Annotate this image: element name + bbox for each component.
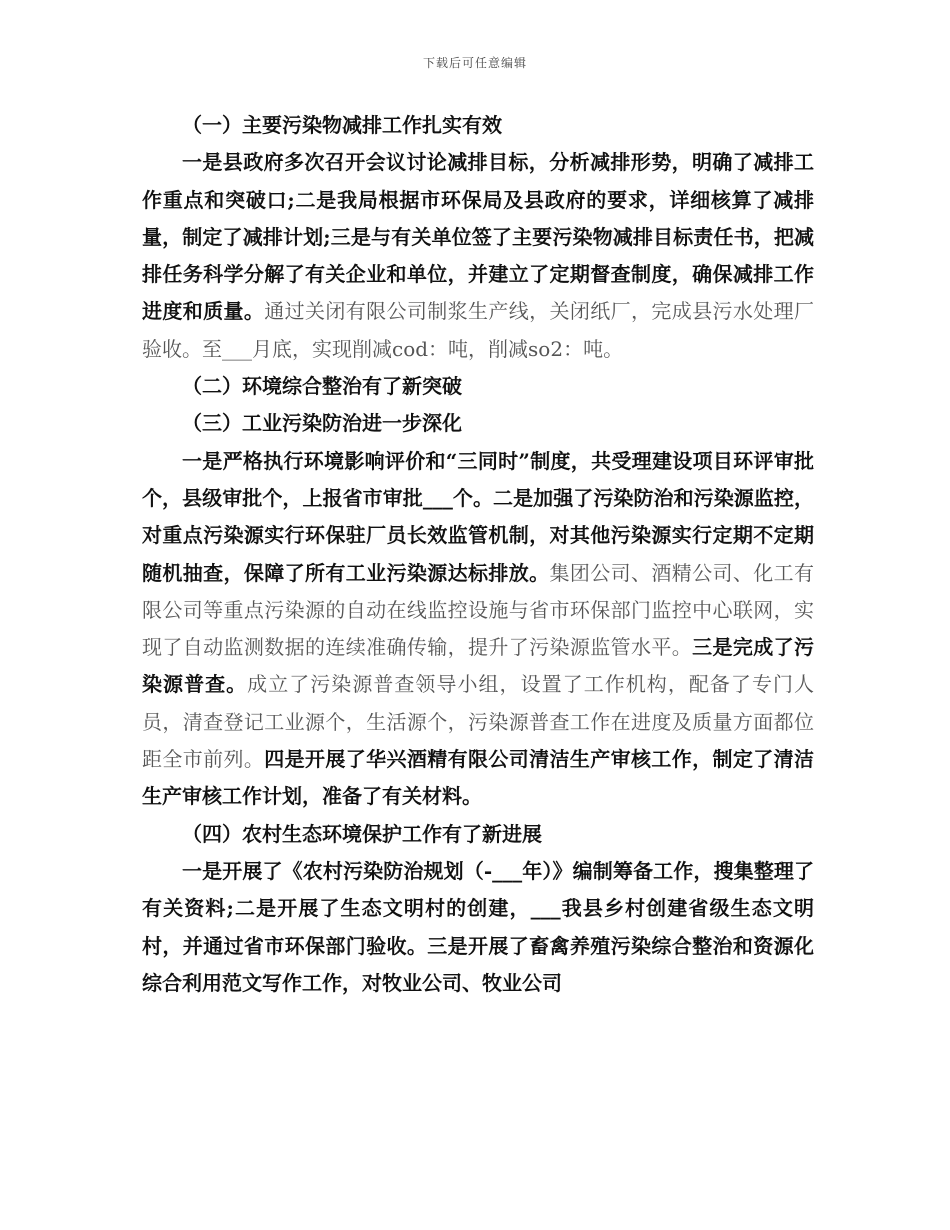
page-header: 下载后可任意编辑: [422, 56, 527, 70]
section-2-heading: （二）环境综合整治有了新突破: [182, 374, 462, 399]
section-3-bold-text-2: 三是完成了污染源普查。: [142, 635, 814, 697]
section-3-paragraph: [142, 443, 814, 816]
section-4-heading: （四）农村生态环境保护工作有了新进展: [182, 821, 542, 846]
section-1-paragraph: [142, 144, 814, 368]
section-4-paragraph: [142, 853, 814, 1002]
section-3-bold-text-3: 四是开展了华兴酒精有限公司清洁生产审核工作，制定了清洁生产审核工作计划，准备了有关材料。: [142, 747, 814, 809]
section-4-bold-text: 一是开展了《农村污染防治规划（-___年）》编制筹备工作，搜集整理了有关资料;二是开展了生态文明村的创建，___我县乡村创建省级生态文明村，并通过省市环保部门验收。三是开展了畜禽养殖污染综合整治和资源化综合利用范文写作工作，对牧业公司、牧业公司: [142, 858, 814, 995]
section-1-heading: （一）主要污染物减排工作扎实有效: [182, 113, 502, 137]
section-1-plain-text: 通过关闭有限公司制浆生产线，关闭纸厂，完成县污水处理厂验收。至___月底，实现削减cod：吨，削减so2：吨。: [142, 299, 814, 361]
section-3-heading: （三）工业污染防治进一步深化: [182, 411, 462, 436]
section-3-bold-text: 一是严格执行环境影响评价和“三同时”制度，共受理建设项目环评审批个，县级审批个，上报省市审批___个。二是加强了污染防治和污染源监控，对重点污染源实行环保驻厂员长效监管机制，对其他污染源实行定期不定期随机抽查，保障了所有工业污染源达标排放。: [142, 448, 814, 585]
document-body: [142, 107, 814, 1002]
section-3-plain-text: 集团公司、酒精公司、化工有限公司等重点污染源的自动在线监控设施与省市环保部门监控中心联网，实现了自动监测数据的连续准确传输，提升了污染源监管水平。: [142, 560, 814, 660]
section-3-plain-text-2: 成立了污染源普查领导小组，设置了工作机构，配备了专门人员，清查登记工业源个，生活源个，污染源普查工作在进度及质量方面都位距全市前列。: [142, 672, 815, 772]
section-1-bold-text: 一是县政府多次召开会议讨论减排目标，分析减排形势，明确了减排工作重点和突破口;二是我局根据市环保局及县政府的要求，详细核算了减排量，制定了减排计划;三是与有关单位签了主要污染物减排目标责任书，把减排任务科学分解了有关企业和单位，并建立了定期督查制度，确保减排工作进度和质量。: [142, 150, 814, 324]
